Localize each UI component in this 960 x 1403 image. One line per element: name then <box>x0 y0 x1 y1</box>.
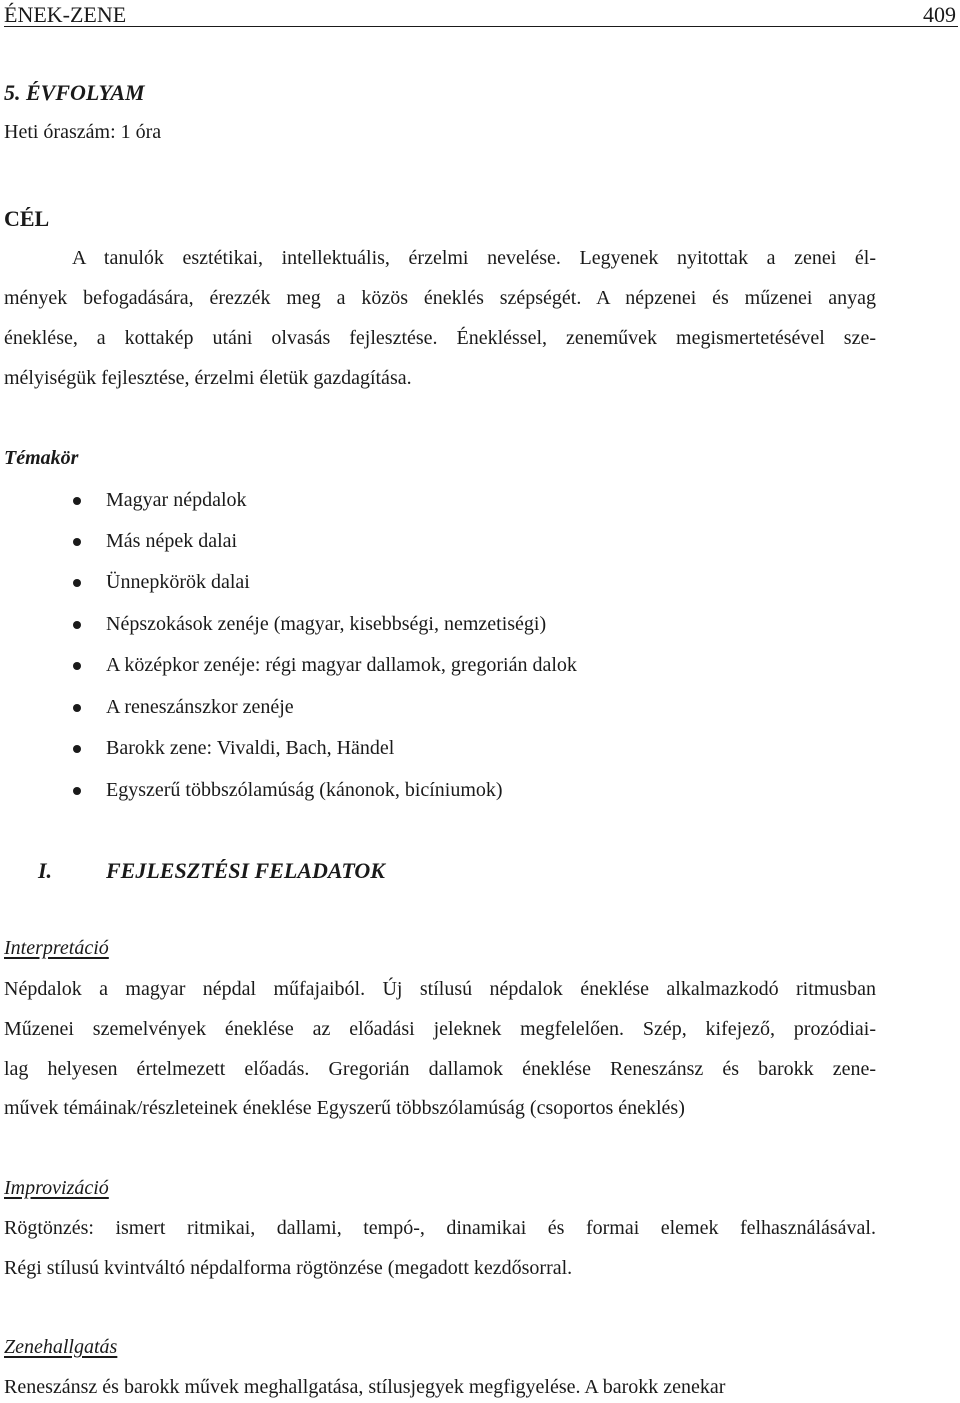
topic-item-8: Egyszerű többszólamúság (kánonok, bicíniumok) <box>106 779 503 801</box>
bullet-icon <box>73 621 81 629</box>
section-title: FEJLESZTÉSI FELADATOK <box>106 858 385 883</box>
topic-item-7: Barokk zene: Vivaldi, Bach, Händel <box>106 737 395 759</box>
goal-heading: CÉL <box>4 206 50 231</box>
goal-line-3: éneklése, a kottakép utáni olvasás fejlesztése. Énekléssel, zeneművek megismertetésével sze- <box>4 327 876 349</box>
bullet-icon <box>73 787 81 795</box>
weekly-hours: Heti óraszám: 1 óra <box>4 121 162 143</box>
topic-item-1: Magyar népdalok <box>106 489 247 511</box>
bullet-icon <box>73 538 81 546</box>
header-rule <box>4 26 958 27</box>
interpretation-line-2: Műzenei szemelvények éneklése az előadási jeleknek megfelelően. Szép, kifejező, prozódiai- <box>4 1018 876 1040</box>
goal-line-2: mények befogadására, érezzék meg a közös éneklés szépségét. A népzenei és műzenei anyag <box>4 287 876 309</box>
topic-item-5: A középkor zenéje: régi magyar dallamok, gregorián dalok <box>106 654 577 676</box>
listening-line-1: Reneszánsz és barokk művek meghallgatása, stílusjegyek megfigyelése. A barokk zenekar <box>4 1376 726 1398</box>
interpretation-line-3: lag helyesen értelmezett előadás. Gregorián dallamok éneklése Reneszánsz és barokk zene- <box>4 1058 876 1080</box>
bullet-icon <box>73 497 81 505</box>
goal-line-1: A tanulók esztétikai, intellektuális, érzelmi nevelése. Legyenek nyitottak a zenei él- <box>72 247 876 269</box>
improvisation-line-2: Régi stílusú kvintváltó népdalforma rögtönzése (megadott kezdősorral. <box>4 1257 573 1279</box>
bullet-icon <box>73 745 81 753</box>
topic-item-4: Népszokások zenéje (magyar, kisebbségi, nemzetiségi) <box>106 613 547 635</box>
interpretation-line-4: művek témáinak/részleteinek éneklése Egyszerű többszólamúság (csoportos éneklés) <box>4 1097 685 1119</box>
improvisation-heading: Improvizáció <box>4 1177 109 1199</box>
bullet-icon <box>73 662 81 670</box>
interpretation-heading: Interpretáció <box>4 937 109 959</box>
running-header-title: ÉNEK-ZENE <box>4 2 127 27</box>
bullet-icon <box>73 579 81 587</box>
goal-line-4: mélyiségük fejlesztése, érzelmi életük gazdagítása. <box>4 367 412 389</box>
topic-item-3: Ünnepkörök dalai <box>106 571 250 593</box>
topics-heading: Témakör <box>4 447 79 469</box>
grade-heading: 5. ÉVFOLYAM <box>4 80 145 105</box>
improvisation-line-1: Rögtönzés: ismert ritmikai, dallami, tempó-, dinamikai és formai elemek felhasználásával. <box>4 1217 876 1239</box>
topic-item-2: Más népek dalai <box>106 530 238 552</box>
page-number: 409 <box>923 2 956 27</box>
topic-item-6: A reneszánszkor zenéje <box>106 696 294 718</box>
bullet-icon <box>73 704 81 712</box>
interpretation-line-1: Népdalok a magyar népdal műfajaiból. Új stílusú népdalok éneklése alkalmazkodó ritmusban <box>4 978 876 1000</box>
section-number: I. <box>38 858 53 883</box>
listening-heading: Zenehallgatás <box>4 1336 118 1358</box>
